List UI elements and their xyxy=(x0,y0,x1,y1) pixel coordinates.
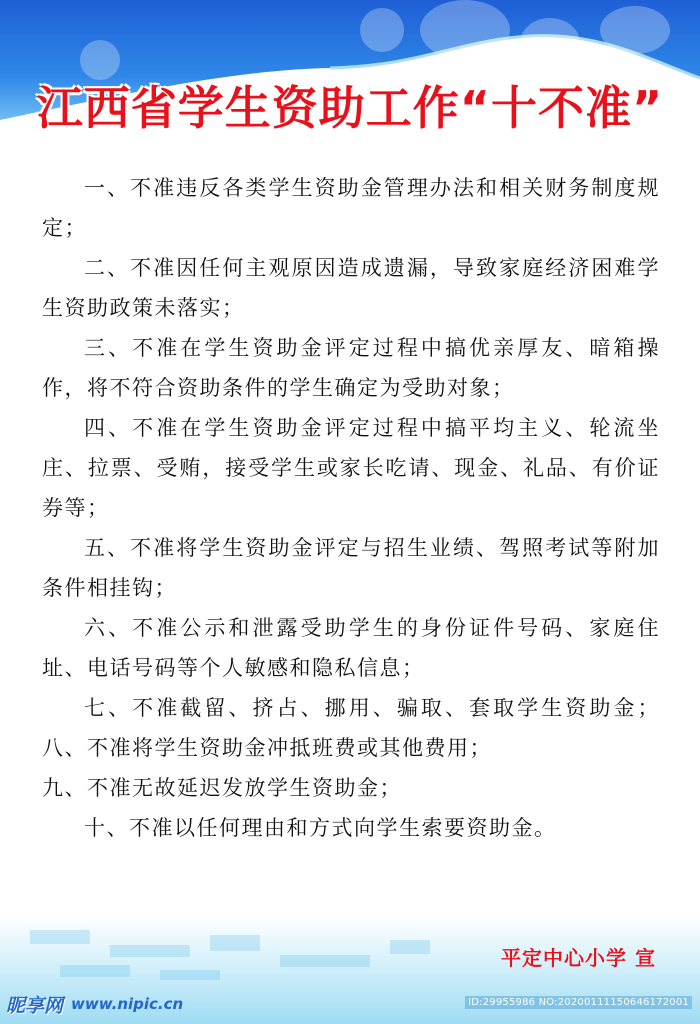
rule-item: 二、不准因任何主观原因造成遗漏，导致家庭经济困难学生资助政策未落实； xyxy=(42,256,660,320)
rule-item: 一、不准违反各类学生资助金管理办法和相关财务制度规定； xyxy=(42,176,660,240)
decorative-bubble xyxy=(360,8,404,52)
school-signature: 平定中心小学 宣 xyxy=(501,946,656,970)
rules-list xyxy=(42,168,660,848)
decorative-tile xyxy=(60,965,130,977)
decorative-tile xyxy=(30,930,90,944)
decorative-bubble xyxy=(600,6,670,54)
decorative-tile xyxy=(390,940,430,954)
rule-item: 十、不准以任何理由和方式向学生索要资助金。 xyxy=(84,816,557,840)
brand-logo: 昵享网 xyxy=(6,994,64,1017)
decorative-bubble xyxy=(520,18,580,68)
decorative-tile xyxy=(280,955,370,967)
rule-item: 三、不准在学生资助金评定过程中搞优亲厚友、暗箱操作，将不符合资助条件的学生确定为受助对象； xyxy=(42,336,660,400)
rule-item: 六、不准公示和泄露受助学生的身份证件号码、家庭住址、电话号码等个人敏感和隐私信息； xyxy=(42,616,660,680)
rule-item: 九、不准无故延迟发放学生资助金； xyxy=(42,776,402,800)
image-id-label: ID:29955986 NO:20200111150646172001 xyxy=(465,996,692,1009)
rule-item: 五、不准将学生资助金评定与招生业绩、驾照考试等附加条件相挂钩； xyxy=(42,536,660,600)
decorative-bubble xyxy=(420,0,510,60)
rule-item: 四、不准在学生资助金评定过程中搞平均主义、轮流坐庄、拉票、受贿，接受学生或家长吃请、现金、礼品、有价证券等； xyxy=(42,416,660,520)
decorative-tile xyxy=(110,945,190,957)
page-title: 江西省学生资助工作“十不准” xyxy=(36,81,664,135)
decorative-tile xyxy=(160,970,220,980)
rule-item: 七、不准截留、挤占、挪用、骗取、套取学生资助金； 八、不准将学生资助金冲抵班费或其他费用； xyxy=(42,696,660,760)
brand-url: www.nipic.cn xyxy=(71,995,184,1013)
decorative-tile xyxy=(210,935,260,951)
watermark-brand xyxy=(6,990,183,1018)
